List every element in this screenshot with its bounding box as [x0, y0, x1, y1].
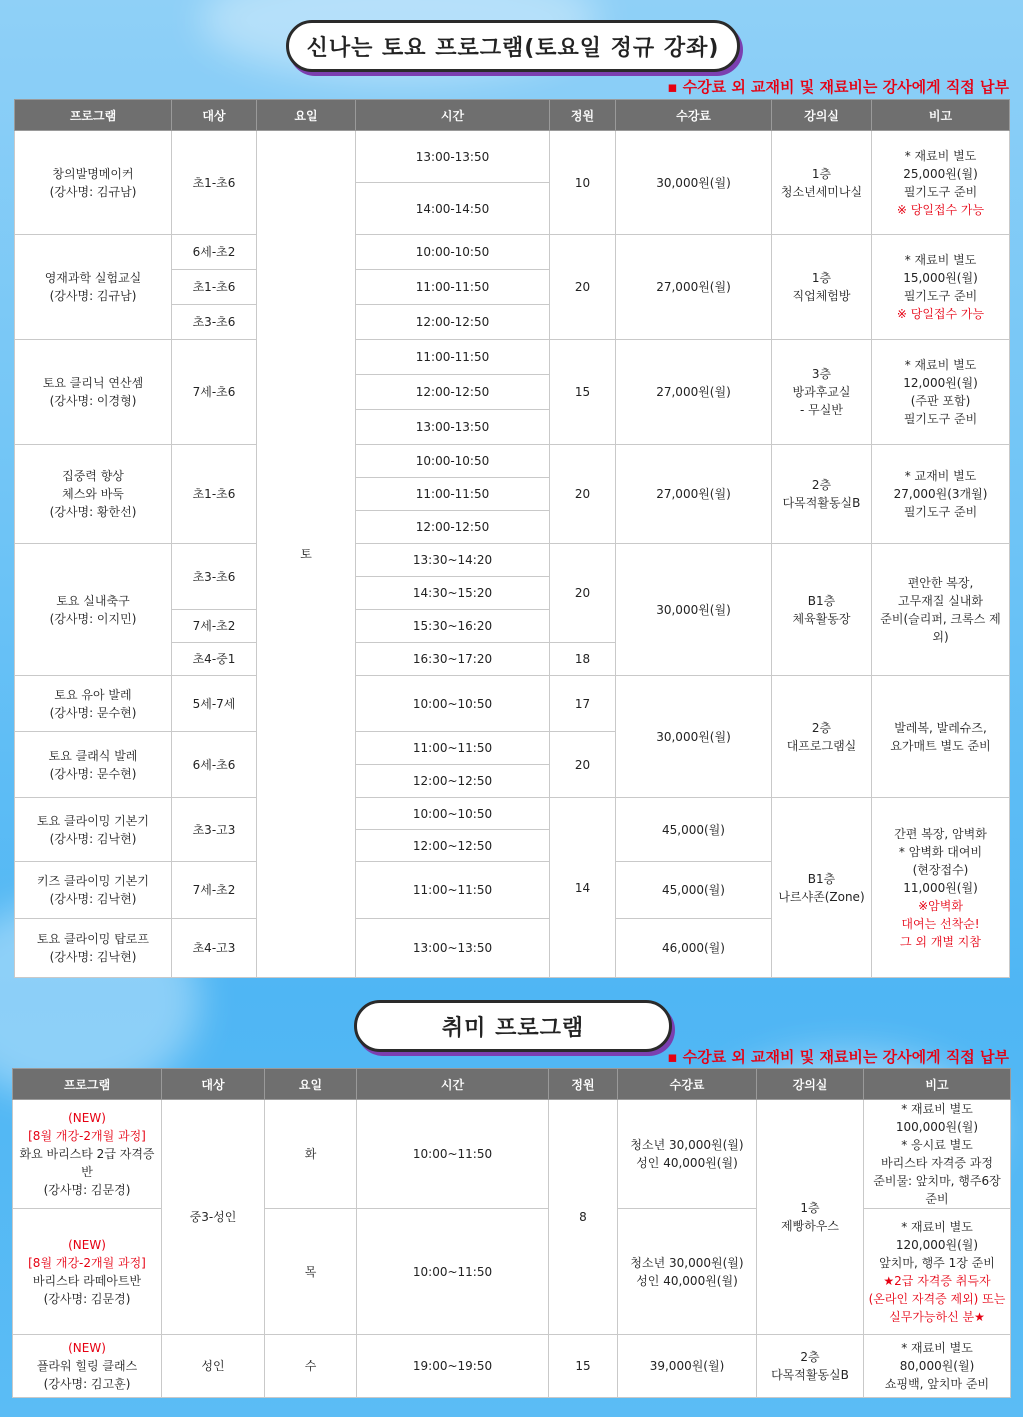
fee-cell: 27,000원(월)	[616, 445, 772, 544]
header-day: 요일	[257, 100, 356, 131]
time-cell: 12:00-12:50	[356, 375, 550, 410]
note-line: (주판 포함)	[910, 394, 971, 408]
program-name: 창의발명메이커	[52, 166, 134, 181]
header-target: 대상	[162, 1069, 265, 1100]
header-capacity: 정원	[550, 100, 616, 131]
time-cell: 16:30~17:20	[356, 643, 550, 676]
header-program: 프로그램	[13, 1069, 162, 1100]
time-cell: 13:00-13:50	[356, 131, 550, 183]
table-header-row	[13, 1069, 1011, 1100]
room-cell	[772, 235, 872, 340]
note-cell	[864, 1335, 1011, 1398]
note-line: 쇼핑백, 앞치마 준비	[884, 1377, 990, 1391]
target-cell: 5세-7세	[172, 676, 257, 732]
teacher-name: (강사명: 김낙현)	[49, 831, 137, 846]
fee-cell: 45,000(월)	[616, 798, 772, 862]
table-row	[15, 676, 1010, 732]
header-program: 프로그램	[15, 100, 172, 131]
time-cell: 13:00~13:50	[356, 919, 550, 978]
room-name: 체육활동장	[792, 611, 851, 626]
program-name: 토요 클라이밍 탑로프	[37, 932, 149, 946]
program-name: 키즈 클라이밍 기본기	[37, 874, 149, 888]
table-row	[15, 340, 1010, 375]
section1-notice: ▪ 수강료 외 교재비 및 재료비는 강사에게 직접 납부	[667, 78, 1009, 96]
target-cell: 초1-초6	[172, 445, 257, 544]
room-cell	[772, 340, 872, 445]
teacher-name: (강사명: 김문경)	[43, 1183, 131, 1197]
saturday-program-table	[14, 99, 1010, 978]
capacity-cell: 20	[550, 445, 616, 544]
new-badge: (NEW)	[68, 1111, 106, 1125]
header-target: 대상	[172, 100, 257, 131]
table-header-row	[15, 100, 1010, 131]
target-cell: 7세-초2	[172, 862, 257, 919]
target-cell: 초3-초6	[172, 544, 257, 610]
teacher-name: (강사명: 문수현)	[49, 766, 137, 781]
header-time: 시간	[356, 100, 550, 131]
header-note: 비고	[864, 1069, 1011, 1100]
note-line: 필기도구 준비	[903, 289, 978, 303]
note-line: * 재료비 별도	[904, 148, 977, 163]
program-name: 토요 클래식 발레	[48, 748, 138, 763]
fee-cell: 27,000원(월)	[616, 235, 772, 340]
time-cell: 11:00-11:50	[356, 478, 550, 511]
room-name: - 무실반	[800, 403, 843, 417]
program-cell	[13, 1335, 162, 1398]
room-cell	[772, 676, 872, 798]
program-cell	[15, 919, 172, 978]
note-cell	[864, 1100, 1011, 1209]
room-floor: 1층	[811, 166, 832, 181]
fee-cell: 30,000원(월)	[616, 131, 772, 235]
time-cell: 13:30~14:20	[356, 544, 550, 577]
capacity-cell: 18	[550, 643, 616, 676]
fee-cell: 39,000원(월)	[618, 1335, 757, 1398]
note-line: 필기도구 준비	[903, 505, 978, 519]
program-cell	[15, 544, 172, 676]
fee-youth: 청소년 30,000원(월)	[630, 1138, 744, 1152]
room-cell	[757, 1335, 864, 1398]
note-line: 간편 복장, 암벽화	[894, 826, 987, 841]
note-line: 준비물: 앞치마, 행주6장 준비	[873, 1174, 1001, 1206]
program-name: 플라워 힐링 클래스	[36, 1359, 138, 1373]
note-line: * 응시료 별도	[901, 1138, 973, 1152]
program-name: 토요 실내축구	[56, 593, 130, 608]
target-cell: 7세-초6	[172, 340, 257, 445]
time-cell: 12:00-12:50	[356, 305, 550, 340]
course-period: [8월 개강-2개월 과정]	[28, 1129, 146, 1143]
time-cell: 12:00-12:50	[356, 511, 550, 544]
note-line: 바리스타 자격증 과정	[881, 1156, 993, 1170]
target-cell: 성인	[162, 1335, 265, 1398]
section1-title: 신나는 토요 프로그램(토요일 정규 강좌)	[286, 20, 740, 72]
program-cell	[15, 732, 172, 798]
table-row	[13, 1335, 1011, 1398]
target-cell: 초3-초6	[172, 305, 257, 340]
note-warning: 그 외 개별 지참	[900, 934, 981, 949]
note-cell	[872, 676, 1010, 798]
day-cell: 목	[265, 1209, 357, 1335]
new-badge: (NEW)	[68, 1237, 106, 1252]
target-cell: 6세-초2	[172, 235, 257, 270]
note-line: 고무재질 실내화	[898, 593, 983, 608]
room-cell	[772, 544, 872, 676]
time-cell: 11:00-11:50	[356, 340, 550, 375]
teacher-name: (강사명: 김규남)	[49, 289, 137, 303]
room-cell	[772, 445, 872, 544]
course-period: [8월 개강-2개월 과정]	[28, 1255, 146, 1270]
header-fee: 수강료	[616, 100, 772, 131]
room-floor: 1층	[811, 271, 832, 285]
capacity-cell: 15	[550, 340, 616, 445]
fee-cell: 45,000(월)	[616, 862, 772, 919]
note-cell	[872, 235, 1010, 340]
time-cell: 14:00-14:50	[356, 183, 550, 235]
teacher-name: (강사명: 김고훈)	[43, 1377, 131, 1391]
table-row	[13, 1100, 1011, 1209]
room-floor: 1층	[800, 1201, 820, 1215]
target-cell: 초4-중1	[172, 643, 257, 676]
program-cell	[15, 131, 172, 235]
capacity-cell: 15	[549, 1335, 618, 1398]
note-line: 11,000원(월)	[903, 880, 978, 895]
teacher-name: (강사명: 김낙현)	[49, 892, 137, 906]
note-line: * 재료비 별도	[904, 253, 977, 267]
target-cell: 초1-초6	[172, 270, 257, 305]
note-line: 요가매트 별도 준비	[890, 738, 991, 753]
room-floor: 3층	[811, 367, 832, 381]
note-cell	[872, 445, 1010, 544]
program-cell	[15, 445, 172, 544]
capacity-cell: 17	[550, 676, 616, 732]
teacher-name: (강사명: 이경형)	[49, 394, 137, 408]
program-name: 토요 클라이밍 기본기	[37, 813, 149, 828]
note-cell	[872, 544, 1010, 676]
note-line: 필기도구 준비	[903, 184, 978, 199]
note-line: 발레복, 발레슈즈,	[894, 720, 987, 735]
capacity-cell: 20	[550, 732, 616, 798]
header-note: 비고	[872, 100, 1010, 131]
program-cell	[15, 235, 172, 340]
note-line: 편안한 복장,	[907, 575, 974, 590]
note-warning: ※암벽화	[918, 898, 963, 913]
time-cell: 11:00~11:50	[356, 862, 550, 919]
fee-cell: 46,000(월)	[616, 919, 772, 978]
note-line: 120,000원(월)	[895, 1237, 979, 1252]
fee-cell: 27,000원(월)	[616, 340, 772, 445]
room-name: 방과후교실	[792, 385, 851, 399]
note-line: 100,000원(월)	[895, 1120, 979, 1134]
note-line: 앞치마, 행주 1장 준비	[879, 1255, 995, 1270]
note-line: * 재료비 별도	[904, 358, 977, 372]
time-cell: 10:00~10:50	[356, 798, 550, 830]
target-cell: 6세-초6	[172, 732, 257, 798]
program-name: 체스와 바둑	[62, 487, 124, 501]
capacity-cell: 14	[550, 798, 616, 978]
room-floor: B1층	[807, 593, 836, 608]
note-warning: ※ 당일접수 가능	[896, 202, 985, 217]
table-row	[15, 131, 1010, 183]
time-cell: 10:00~11:50	[357, 1100, 549, 1209]
fee-cell: 30,000원(월)	[616, 544, 772, 676]
room-name: 제빵하우스	[781, 1219, 839, 1233]
note-line: 준비(슬리퍼, 크록스 제외)	[880, 611, 1001, 644]
program-name: 집중력 향상	[62, 469, 124, 483]
program-name: 바리스타 라떼아트반	[32, 1273, 142, 1288]
table-row	[15, 798, 1010, 830]
teacher-name: (강사명: 이지민)	[49, 611, 137, 626]
teacher-name: (강사명: 김규남)	[49, 184, 137, 199]
header-room: 강의실	[757, 1069, 864, 1100]
fee-cell: 30,000원(월)	[616, 676, 772, 798]
program-cell	[15, 798, 172, 862]
program-name: 화요 바리스타 2급 자격증반	[19, 1147, 155, 1179]
program-name: 토요 유아 발레	[54, 687, 132, 702]
note-line: * 교재비 별도	[904, 469, 977, 483]
fee-cell	[618, 1209, 757, 1335]
section2-title: 취미 프로그램	[354, 1000, 672, 1052]
fee-adult: 성인 40,000원(월)	[636, 1273, 738, 1288]
header-day: 요일	[265, 1069, 357, 1100]
time-cell: 11:00~11:50	[356, 732, 550, 765]
target-cell: 중3-성인	[162, 1100, 265, 1335]
note-line: * 재료비 별도	[901, 1341, 973, 1355]
day-cell: 토	[257, 131, 356, 978]
header-room: 강의실	[772, 100, 872, 131]
time-cell: 15:30~16:20	[356, 610, 550, 643]
teacher-name: (강사명: 김낙현)	[49, 950, 137, 964]
room-cell	[772, 131, 872, 235]
fee-adult: 성인 40,000원(월)	[636, 1156, 738, 1170]
day-cell: 화	[265, 1100, 357, 1209]
time-cell: 10:00-10:50	[356, 445, 550, 478]
target-cell: 초4-고3	[172, 919, 257, 978]
target-cell: 초3-고3	[172, 798, 257, 862]
new-badge: (NEW)	[68, 1341, 106, 1355]
capacity-cell: 20	[550, 235, 616, 340]
time-cell: 13:00-13:50	[356, 410, 550, 445]
note-line: 12,000원(월)	[903, 376, 978, 390]
teacher-name: (강사명: 김문경)	[43, 1291, 131, 1306]
time-cell: 12:00~12:50	[356, 830, 550, 862]
note-cell	[872, 340, 1010, 445]
header-fee: 수강료	[618, 1069, 757, 1100]
room-name: 직업체험방	[792, 289, 851, 303]
note-line: 80,000원(월)	[899, 1359, 975, 1373]
program-cell	[15, 676, 172, 732]
target-cell: 7세-초2	[172, 610, 257, 643]
program-cell	[13, 1209, 162, 1335]
section2-notice: ▪ 수강료 외 교재비 및 재료비는 강사에게 직접 납부	[667, 1048, 1009, 1066]
time-cell: 10:00~11:50	[357, 1209, 549, 1335]
note-line: 15,000원(월)	[903, 271, 978, 285]
fee-cell	[618, 1100, 757, 1209]
note-warning: (온라인 자격증 제외) 또는	[868, 1291, 1006, 1306]
target-cell: 초1-초6	[172, 131, 257, 235]
time-cell: 10:00~10:50	[356, 676, 550, 732]
note-line: 25,000원(월)	[903, 166, 978, 181]
room-floor: 2층	[800, 1350, 820, 1364]
program-name: 영재과학 실험교실	[44, 271, 142, 285]
fee-youth: 청소년 30,000원(월)	[630, 1255, 744, 1270]
header-capacity: 정원	[549, 1069, 618, 1100]
header-time: 시간	[357, 1069, 549, 1100]
room-floor: B1층	[807, 871, 836, 886]
program-cell	[15, 340, 172, 445]
room-name: 다목적활동실B	[782, 496, 861, 510]
note-line: * 재료비 별도	[901, 1102, 973, 1116]
capacity-cell: 20	[550, 544, 616, 643]
note-line: * 암벽화 대여비	[898, 844, 983, 859]
note-line: (현장접수)	[912, 862, 969, 877]
day-cell: 수	[265, 1335, 357, 1398]
room-name: 다목적활동실B	[771, 1368, 849, 1382]
capacity-cell: 8	[549, 1100, 618, 1335]
time-cell: 19:00~19:50	[357, 1335, 549, 1398]
program-name: 토요 클리닉 연산셈	[42, 376, 144, 390]
note-cell	[864, 1209, 1011, 1335]
note-line: * 재료비 별도	[901, 1219, 973, 1234]
note-cell	[872, 798, 1010, 978]
capacity-cell: 10	[550, 131, 616, 235]
note-line: 27,000원(3개월)	[893, 487, 988, 501]
time-cell: 12:00~12:50	[356, 765, 550, 798]
note-warning: ★2급 자격증 취득자	[883, 1273, 991, 1288]
room-cell	[757, 1100, 864, 1335]
note-warning: 실무가능하신 분★	[889, 1309, 985, 1324]
room-floor: 2층	[811, 478, 832, 492]
time-cell: 11:00-11:50	[356, 270, 550, 305]
room-name: 대프로그램실	[786, 738, 857, 753]
room-name: 나르샤존(Zone)	[778, 889, 865, 904]
note-line: 필기도구 준비	[903, 412, 978, 426]
note-cell	[872, 131, 1010, 235]
note-warning: ※ 당일접수 가능	[896, 307, 985, 321]
room-name: 청소년세미나실	[780, 184, 863, 199]
table-row	[15, 235, 1010, 270]
room-floor: 2층	[811, 720, 832, 735]
table-row	[15, 445, 1010, 478]
time-cell: 14:30~15:20	[356, 577, 550, 610]
time-cell: 10:00-10:50	[356, 235, 550, 270]
note-warning: 대여는 선착순!	[901, 916, 980, 931]
hobby-program-table	[12, 1068, 1011, 1398]
table-row	[15, 544, 1010, 577]
program-cell	[13, 1100, 162, 1209]
room-cell	[772, 798, 872, 978]
teacher-name: (강사명: 황한선)	[49, 505, 137, 519]
teacher-name: (강사명: 문수현)	[49, 705, 137, 720]
program-cell	[15, 862, 172, 919]
